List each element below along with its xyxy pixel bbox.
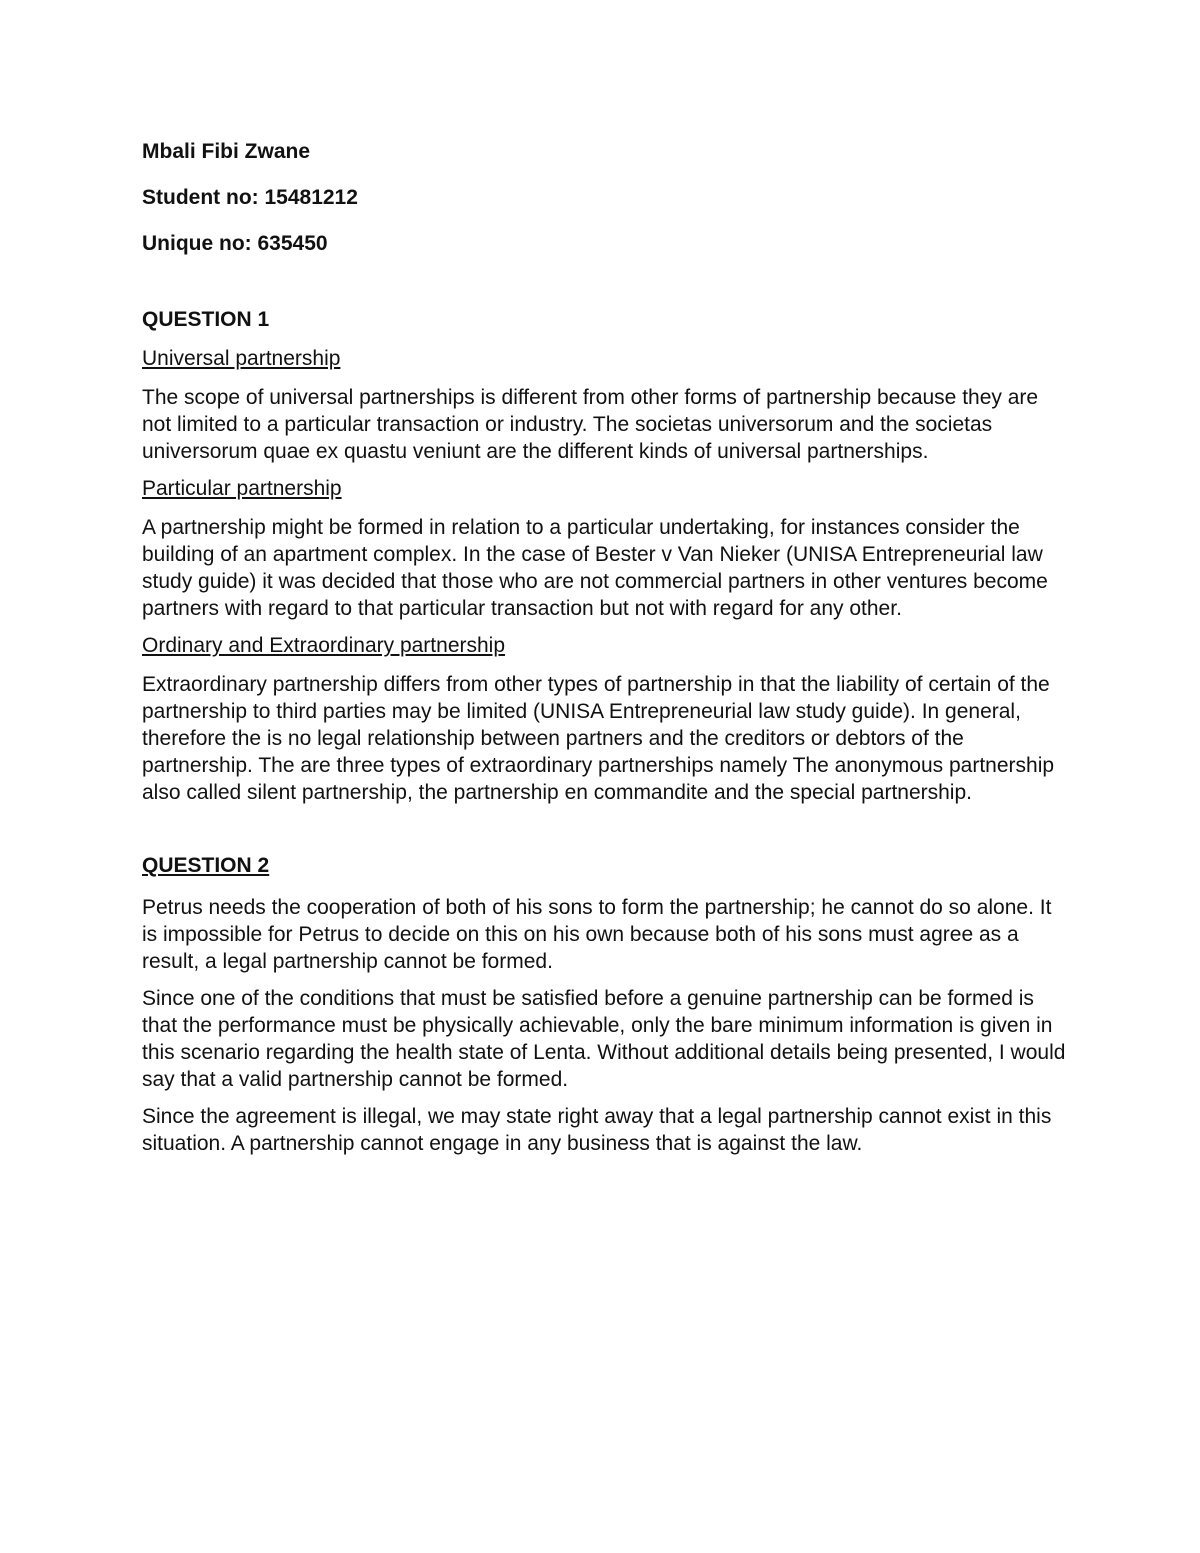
- question-2-paragraph: Petrus needs the cooperation of both of his sons to form the partnership; he cannot do so alone. It is impossible for Petrus to decide on this on his own because both of his sons must agree as a result, a legal partnership cannot be formed.: [142, 896, 1052, 973]
- unique-number: Unique no: 635450: [142, 232, 328, 255]
- question-2-paragraph: Since one of the conditions that must be satisfied before a genuine partnership can be formed is that the performance must be physically achievable, only the bare minimum information is given in this scenario regarding the health state of Lenta. Without additional details being presented, I would say that a valid partnership cannot be formed.: [142, 987, 1066, 1091]
- question-2-paragraph: Since the agreement is illegal, we may state right away that a legal partnership cannot exist in this situation. A partnership cannot engage in any business that is against the law.: [142, 1105, 1052, 1155]
- section-text-universal: The scope of universal partnerships is different from other forms of partnership because they are not limited to a particular transaction or industry. The societas universorum and the societas universorum quae ex quastu veniunt are the different kinds of universal partnerships.: [142, 386, 1039, 463]
- section-text-extraordinary: Extraordinary partnership differs from other types of partnership in that the liability of certain of the partnership to third parties may be limited (UNISA Entrepreneurial law study guide). In general, therefore the is no legal relationship between partners and the creditors or debtors of the partnership. The are three types of extraordinary partnerships namely The anonymous partnership also called silent partnership, the partnership en commandite and the special partnership.: [142, 673, 1055, 804]
- section-heading-universal: Universal partnership: [142, 347, 341, 370]
- question-2-title: QUESTION 2: [142, 854, 270, 877]
- section-heading-extraordinary: Ordinary and Extraordinary partnership: [142, 634, 506, 657]
- student-number: Student no: 15481212: [142, 186, 358, 209]
- section-heading-particular: Particular partnership: [142, 477, 342, 500]
- document-page: [142, 138, 1072, 1167]
- question-1-title: QUESTION 1: [142, 308, 270, 331]
- student-name: Mbali Fibi Zwane: [142, 140, 311, 163]
- section-text-particular: A partnership might be formed in relation to a particular undertaking, for instances consider the building of an apartment complex. In the case of Bester v Van Nieker (UNISA Entrepreneurial law study guide) it was decided that those who are not commercial partners in other ventures become partners with regard to that particular transaction but not with regard for any other.: [142, 516, 1048, 620]
